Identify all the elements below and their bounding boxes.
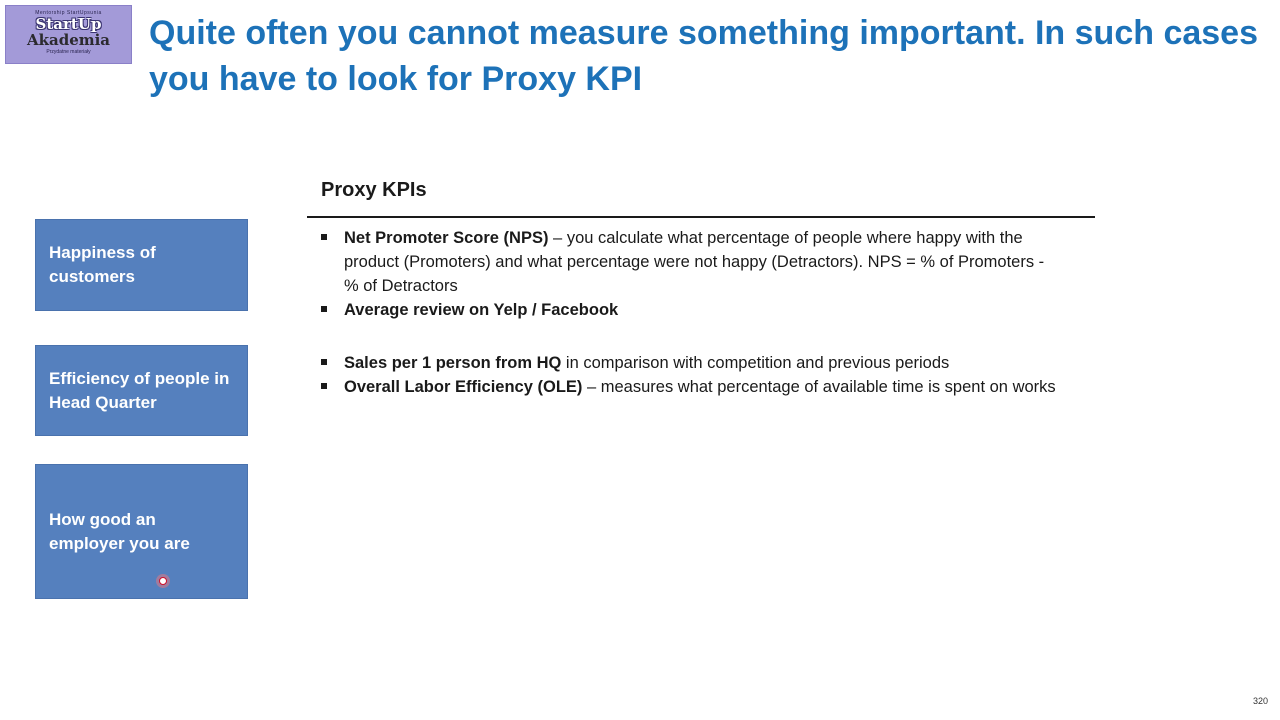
bullet-icon: [321, 359, 327, 365]
proxy-kpis-heading: Proxy KPIs: [321, 179, 427, 201]
heading-divider: [307, 216, 1095, 218]
page-number: 320: [1252, 696, 1268, 706]
kpi-list-customer-happiness: [321, 226, 1061, 322]
logo-brand-line2: Akademia: [26, 31, 111, 49]
kpi-description: in comparison with competition and previous periods: [561, 354, 950, 372]
kpi-description: – you calculate what percentage of people where happy with the product (Promoters) and what percentage were not happy (Detractors). NPS = % of Promoters - % of Detractors: [344, 229, 1045, 295]
kpi-list-item: [321, 375, 1061, 399]
logo-top-tagline: Mentorship StartUpsunia: [35, 10, 102, 16]
startup-akademia-logo: [5, 5, 132, 64]
kpi-description: – measures what percentage of available time is spent on works: [582, 378, 1056, 396]
bullet-icon: [321, 306, 327, 312]
logo-brand-line1: StartUp: [35, 15, 102, 33]
category-label-line: Head Quarter: [49, 392, 157, 412]
category-label-line: How good an: [49, 509, 156, 529]
cursor-dot: [159, 577, 167, 585]
category-label-line: Happiness of: [49, 243, 156, 262]
category-box-employer-quality: [35, 464, 248, 599]
kpi-name: Net Promoter Score (NPS): [344, 229, 549, 247]
bullet-icon: [321, 234, 327, 240]
kpi-name: Average review on Yelp / Facebook: [344, 301, 619, 319]
kpi-name: Overall Labor Efficiency (OLE): [344, 378, 583, 396]
kpi-list-hq-efficiency: [321, 351, 1061, 399]
kpi-list-item: [321, 298, 1061, 322]
category-label-line: customers: [49, 267, 135, 286]
kpi-list-item: [321, 226, 1061, 298]
category-label-line: Efficiency of people in: [49, 368, 230, 388]
category-box-hq-efficiency: [35, 345, 248, 436]
category-label-line: employer you are: [49, 533, 190, 553]
bullet-icon: [321, 383, 327, 389]
kpi-name: Sales per 1 person from HQ: [344, 354, 562, 372]
slide-title: Quite often you cannot measure something important. In such cases you have to look for Proxy KPI: [149, 14, 1258, 98]
logo-bottom-tagline: Przydatne materiały: [46, 49, 91, 55]
pointer-cursor-icon: [156, 574, 170, 588]
kpi-list-item: [321, 351, 1061, 375]
category-box-customer-happiness: [35, 219, 248, 311]
